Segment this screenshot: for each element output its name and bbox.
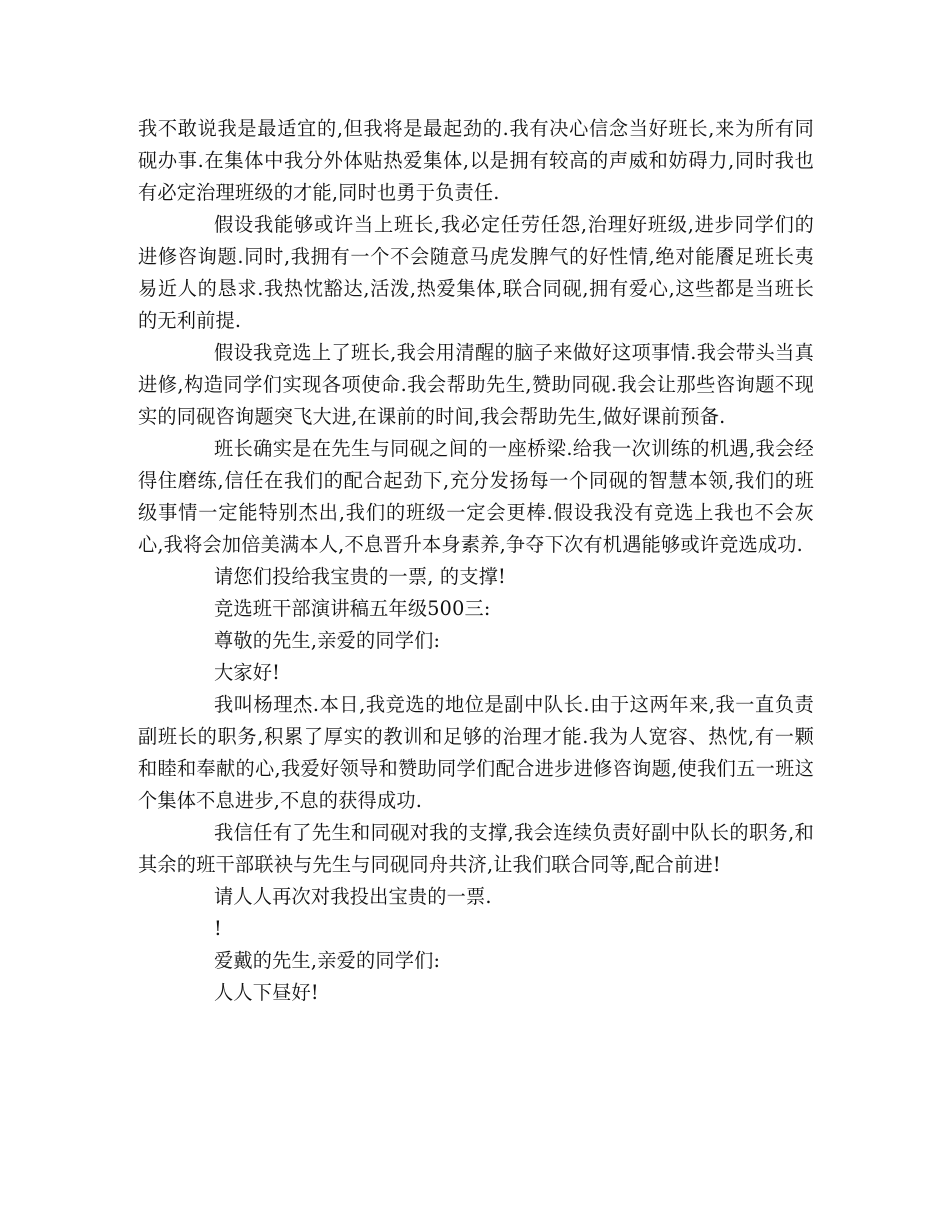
section-heading: 竞选班干部演讲稿五年级500三: [214,597,491,620]
document-body [138,113,814,1009]
salutation-2: 爱戴的先生,亲爱的同学们: [214,949,441,972]
paragraph-9: 我叫杨理杰.本日,我竞选的地位是副中队长.由于这两年来,我一直负责副班长的职务,积累了厚实的教训和足够的治理才能.我为人宽容、热忱,有一颗和睦和奉献的心,我爱好领导和赞助同学们配合进步进修咨询题,使我们五一班这个集体不息进步,不息的获得成功. [138,693,814,812]
paragraph-4: 班长确实是在先生与同砚之间的一座桥梁.给我一次训练的机遇,我会经得住磨练,信任在我们的配合起劲下,充分发扬每一个同砚的智慧本领,我们的班级事情一定能特别杰出,我们的班级一定会更棒.假设我没有竞选上我也不会灰心,我将会加倍美满本人,不息晋升本身素养,争夺下次有机遇能够或许竞选成功. [138,437,814,556]
paragraph-10: 我信任有了先生和同砚对我的支撑,我会连续负责好副中队长的职务,和其余的班干部联袂与先生与同砚同舟共济,让我们联合同等,配合前进! [138,821,814,876]
paragraph-3: 假设我竞选上了班长,我会用清醒的脑子来做好这项事情.我会带头当真进修,构造同学们实现各项使命.我会帮助先生,赞助同砚.我会让那些咨询题不现实的同砚咨询题突飞大进,在课前的时间,我会帮助先生,做好课前预备. [138,341,814,428]
greeting-2: 人人下昼好! [214,981,319,1004]
paragraph-12: ! [214,917,222,940]
paragraph-2: 假设我能够或许当上班长,我必定任劳任怨,治理好班级,进步同学们的进修咨询题.同时,我拥有一个不会随意马虎发脾气的好性情,绝对能餍足班长夷易近人的恳求.我热忱豁达,活泼,热爱集体,联合同砚,拥有爱心,这些都是当班长的无利前提. [138,213,814,332]
paragraph-5: 请您们投给我宝贵的一票, 的支撑! [214,565,506,588]
salutation-1: 尊敬的先生,亲爱的同学们: [214,629,441,652]
paragraph-11: 请人人再次对我投出宝贵的一票. [214,885,492,908]
greeting-1: 大家好! [214,661,281,684]
paragraph-1: 我不敢说我是最适宜的,但我将是最起劲的.我有决心信念当好班长,来为所有同砚办事.在集体中我分外体贴热爱集体,以是拥有较高的声威和妨碍力,同时我也有必定治理班级的才能,同时也勇于负责任. [138,117,814,204]
